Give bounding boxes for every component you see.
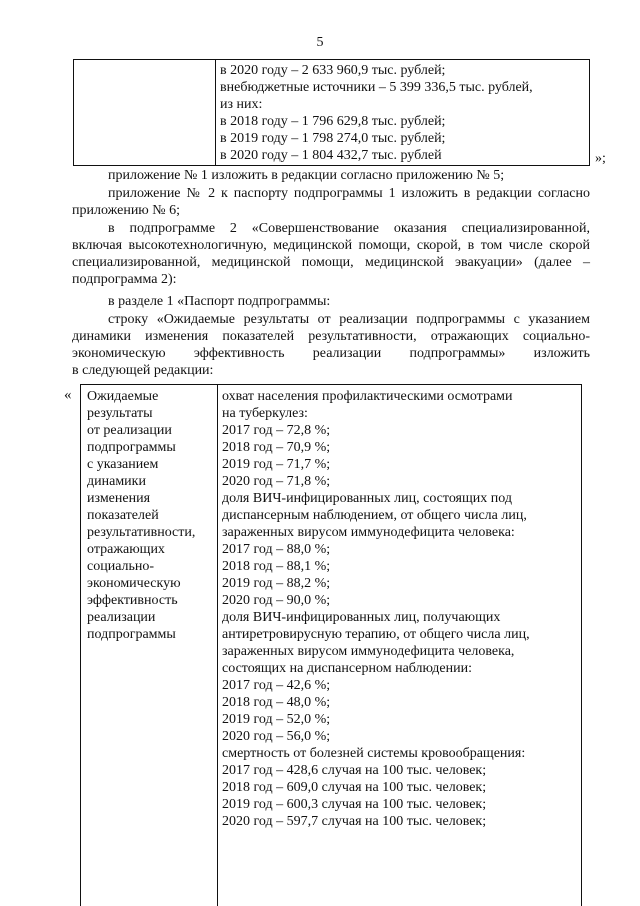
paragraph-line: специализированной, медицинской помощи, медицинской эвакуации» (далее – bbox=[72, 255, 590, 270]
result-line: 2020 год – 90,0 %; bbox=[222, 593, 331, 608]
result-line: 2019 год – 52,0 %; bbox=[222, 712, 331, 727]
result-line: охват населения профилактическими осмотрами bbox=[222, 389, 513, 404]
result-line: состоящих на диспансерном наблюдении: bbox=[222, 661, 472, 676]
result-line: антиретровирусную терапию, от общего числа лиц, bbox=[222, 627, 530, 642]
result-line: 2019 год – 88,2 %; bbox=[222, 576, 331, 591]
result-line: 2017 год – 42,6 %; bbox=[222, 678, 331, 693]
row-header-line: с указанием bbox=[87, 457, 159, 472]
paragraph-appendix-1 bbox=[72, 167, 590, 184]
financing-table bbox=[73, 59, 590, 166]
row-header-line: от реализации bbox=[87, 423, 172, 438]
result-line: 2019 год – 71,7 %; bbox=[222, 457, 331, 472]
row-header-line: подпрограммы bbox=[87, 627, 176, 642]
result-line: 2018 год – 48,0 %; bbox=[222, 695, 331, 710]
row-header-line: экономическую bbox=[87, 576, 181, 591]
table-cell-line: в 2020 году – 1 804 432,7 тыс. рублей bbox=[220, 148, 442, 163]
paragraph-appendix-2 bbox=[72, 185, 590, 219]
row-header-line: динамики bbox=[87, 474, 146, 489]
result-line: диспансерным наблюдением, от общего числа лиц, bbox=[222, 508, 527, 523]
table-cell-line: из них: bbox=[220, 97, 263, 112]
result-line: 2020 год – 56,0 %; bbox=[222, 729, 331, 744]
result-line: 2017 год – 88,0 %; bbox=[222, 542, 331, 557]
row-header-line: изменения bbox=[87, 491, 151, 506]
paragraph-line: в разделе 1 «Паспорт подпрограммы: bbox=[108, 294, 331, 309]
result-line: 2017 год – 428,6 случая на 100 тыс. человек; bbox=[222, 763, 487, 778]
paragraph-line: экономическую эффективность реализации подпрограммы» изложить bbox=[72, 346, 590, 361]
result-line: на туберкулез: bbox=[222, 406, 308, 421]
result-line: зараженных вирусом иммунодефицита человека, bbox=[222, 644, 515, 659]
row-header-line: результаты bbox=[87, 406, 153, 421]
result-line: 2018 год – 70,9 %; bbox=[222, 440, 331, 455]
row-header-line: Ожидаемые bbox=[87, 389, 159, 404]
row-header-line: показателей bbox=[87, 508, 159, 523]
paragraph-line: динамики изменения показателей результативности, отражающих социально- bbox=[72, 329, 590, 344]
paragraph-line: приложение № 2 к паспорту подпрограммы 1 изложить в редакции согласно bbox=[108, 186, 590, 201]
paragraph-line: в следующей редакции: bbox=[72, 363, 214, 378]
expected-results-table bbox=[80, 384, 582, 906]
paragraph-line: строку «Ожидаемые результаты от реализации подпрограммы с указанием bbox=[108, 312, 590, 327]
paragraph-subprogram-2 bbox=[72, 220, 590, 288]
paragraph-line: подпрограмма 2): bbox=[72, 272, 177, 287]
row-header-line: эффективность bbox=[87, 593, 178, 608]
page-number: 5 bbox=[316, 35, 324, 50]
result-line: 2017 год – 72,8 %; bbox=[222, 423, 331, 438]
row-header-line: реализации bbox=[87, 610, 156, 625]
result-line: 2018 год – 609,0 случая на 100 тыс. человек; bbox=[222, 780, 487, 795]
paragraph-row-replace bbox=[72, 311, 590, 379]
result-line: доля ВИЧ-инфицированных лиц, состоящих под bbox=[222, 491, 512, 506]
result-line: доля ВИЧ-инфицированных лиц, получающих bbox=[222, 610, 501, 625]
result-line: 2020 год – 71,8 %; bbox=[222, 474, 331, 489]
paragraph-line: приложение № 1 изложить в редакции согласно приложению № 5; bbox=[108, 168, 505, 183]
table-column-divider bbox=[217, 385, 218, 906]
result-line: смертность от болезней системы кровообращения: bbox=[222, 746, 526, 761]
result-line: 2020 год – 597,7 случая на 100 тыс. человек; bbox=[222, 814, 487, 829]
table-cell-line: внебюджетные источники – 5 399 336,5 тыс. рублей, bbox=[220, 80, 533, 95]
row-header-line: социально- bbox=[87, 559, 155, 574]
paragraph-line: включая высокотехнологичную, медицинской помощи, скорой, в том числе скорой bbox=[72, 238, 590, 253]
paragraph-line: приложению № 6; bbox=[72, 203, 181, 218]
result-line: зараженных вирусом иммунодефицита человека: bbox=[222, 525, 515, 540]
row-header-line: результативности, bbox=[87, 525, 196, 540]
row-header-line: отражающих bbox=[87, 542, 165, 557]
row-header-line: подпрограммы bbox=[87, 440, 176, 455]
table-closing-quote: »; bbox=[595, 151, 606, 166]
table-cell-line: в 2018 году – 1 796 629,8 тыс. рублей; bbox=[220, 114, 446, 129]
paragraph-section-1 bbox=[72, 293, 590, 310]
result-line: 2019 год – 600,3 случая на 100 тыс. человек; bbox=[222, 797, 487, 812]
result-line: 2018 год – 88,1 %; bbox=[222, 559, 331, 574]
table-cell-line: в 2019 году – 1 798 274,0 тыс. рублей; bbox=[220, 131, 446, 146]
paragraph-line: в подпрограмме 2 «Совершенствование оказания специализированной, bbox=[108, 221, 590, 236]
table-column-divider bbox=[215, 60, 216, 165]
table-opening-quote: « bbox=[64, 387, 72, 403]
table-cell-line: в 2020 году – 2 633 960,9 тыс. рублей; bbox=[220, 63, 446, 78]
